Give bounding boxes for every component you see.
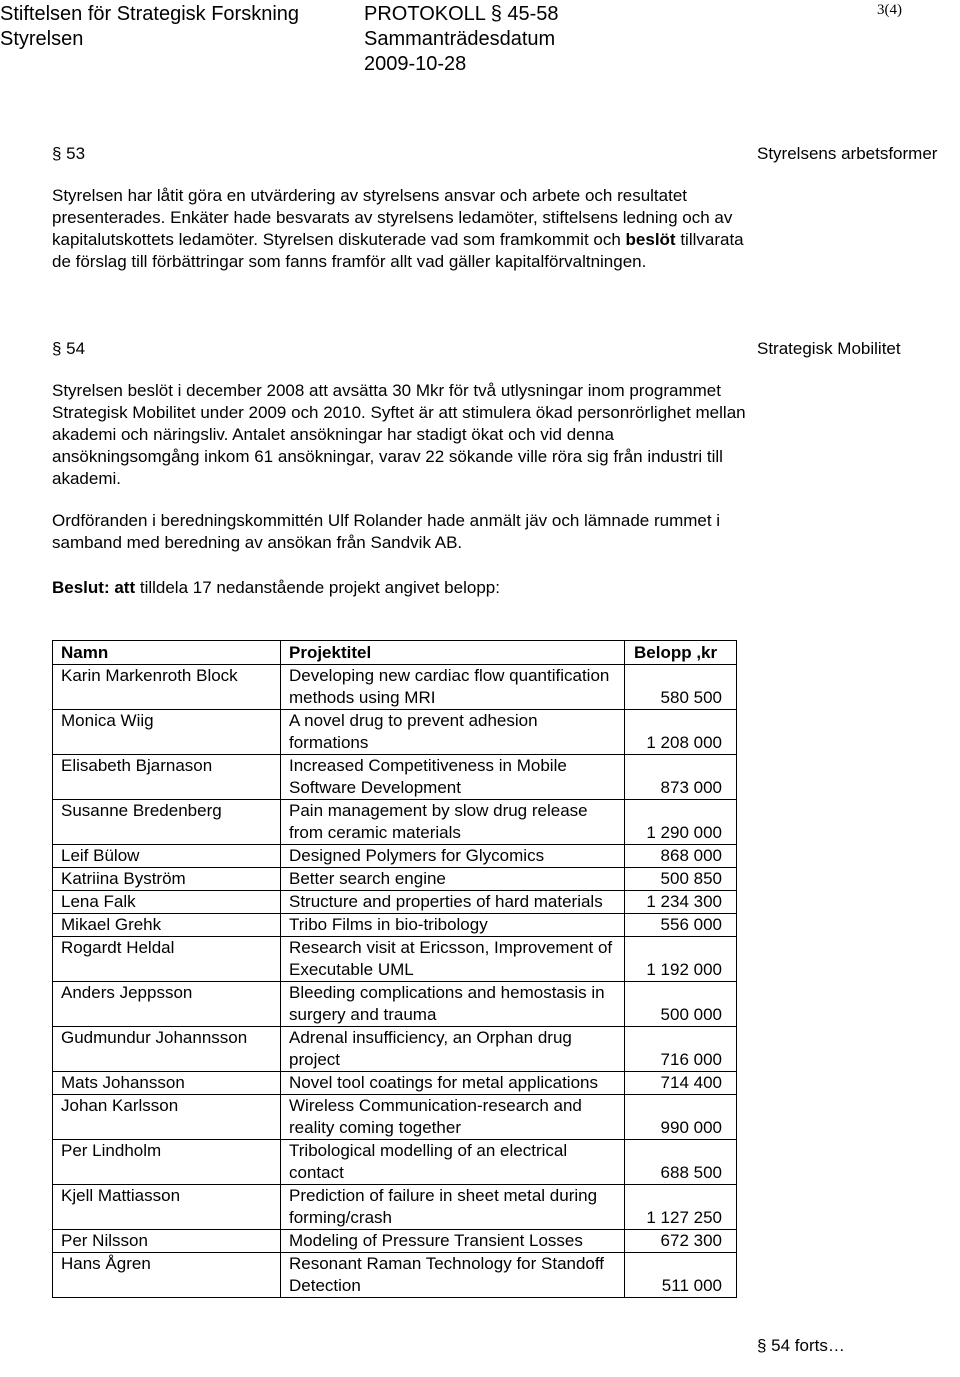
section-53-decision-word: beslöt bbox=[625, 230, 676, 249]
project-applicant: Gudmundur Johannsson bbox=[53, 1027, 281, 1072]
section-53-number: § 53 bbox=[52, 144, 86, 163]
project-title: Developing new cardiac flow quantification methods using MRI bbox=[281, 665, 625, 710]
table-row bbox=[53, 868, 737, 891]
project-title: Prediction of failure in sheet metal during forming/crash bbox=[281, 1185, 625, 1230]
project-applicant: Hans Ågren bbox=[53, 1253, 281, 1298]
section-54-number: § 54 bbox=[52, 339, 86, 358]
meeting-date: 2009-10-28 bbox=[364, 53, 467, 75]
project-title: Increased Competitiveness in Mobile Software Development bbox=[281, 755, 625, 800]
project-amount: 873 000 bbox=[625, 755, 737, 800]
project-title: Adrenal insufficiency, an Orphan drug project bbox=[281, 1027, 625, 1072]
project-amount: 1 127 250 bbox=[625, 1185, 737, 1230]
section-53-text-after: tillvarata de förslag till förbättringar som fanns framför allt vad gäller kapitalförvaltningen. bbox=[52, 230, 744, 271]
project-title: Tribo Films in bio-tribology bbox=[281, 914, 625, 937]
project-amount: 714 400 bbox=[625, 1072, 737, 1095]
project-amount: 1 290 000 bbox=[625, 800, 737, 845]
page-number: 3(4) bbox=[877, 2, 902, 18]
table-row bbox=[53, 800, 737, 845]
table-row bbox=[53, 891, 737, 914]
table-row bbox=[53, 1140, 737, 1185]
project-title: Bleeding complications and hemostasis in surgery and trauma bbox=[281, 982, 625, 1027]
decision-text: tilldela 17 nedanstående projekt angivet belopp: bbox=[135, 578, 500, 597]
project-amount: 580 500 bbox=[625, 665, 737, 710]
project-title: Modeling of Pressure Transient Losses bbox=[281, 1230, 625, 1253]
project-amount: 868 000 bbox=[625, 845, 737, 868]
project-title: A novel drug to prevent adhesion formations bbox=[281, 710, 625, 755]
table-row bbox=[53, 1072, 737, 1095]
table-row bbox=[53, 710, 737, 755]
date-label: Sammanträdesdatum bbox=[364, 28, 556, 50]
section-53-text-before: Styrelsen har låtit göra en utvärdering av styrelsens ansvar och arbete och resultatet presenterades. Enkäter hade besvarats av styrelsens ledamöter, stiftelsens ledning och av kapitalutskottets ledamöter. Styrelsen diskuterade vad som framkommit och bbox=[52, 186, 733, 249]
table-row bbox=[53, 1185, 737, 1230]
project-applicant: Per Nilsson bbox=[53, 1230, 281, 1253]
project-amount: 1 234 300 bbox=[625, 891, 737, 914]
document-type: PROTOKOLL § 45-58 bbox=[364, 3, 559, 25]
section-53-title: Styrelsens arbetsformer bbox=[757, 144, 938, 163]
header-amount: Belopp ,kr bbox=[625, 641, 737, 665]
project-title: Better search engine bbox=[281, 868, 625, 891]
project-table bbox=[52, 640, 737, 1298]
project-applicant: Katriina Byström bbox=[53, 868, 281, 891]
project-applicant: Rogardt Heldal bbox=[53, 937, 281, 982]
project-applicant: Anders Jeppsson bbox=[53, 982, 281, 1027]
project-amount: 511 000 bbox=[625, 1253, 737, 1298]
project-title: Designed Polymers for Glycomics bbox=[281, 845, 625, 868]
section-54-paragraph-2: Ordföranden i beredningskommittén Ulf Rolander hade anmält jäv och lämnade rummet i samband med beredning av ansökan från Sandvik AB. bbox=[52, 511, 721, 552]
table-row bbox=[53, 937, 737, 982]
table-header-row bbox=[53, 641, 737, 665]
project-applicant: Susanne Bredenberg bbox=[53, 800, 281, 845]
project-title: Pain management by slow drug release from ceramic materials bbox=[281, 800, 625, 845]
project-title: Tribological modelling of an electrical contact bbox=[281, 1140, 625, 1185]
project-applicant: Monica Wiig bbox=[53, 710, 281, 755]
project-applicant: Karin Markenroth Block bbox=[53, 665, 281, 710]
table-row bbox=[53, 982, 737, 1027]
section-54-title: Strategisk Mobilitet bbox=[757, 339, 901, 358]
project-amount: 990 000 bbox=[625, 1095, 737, 1140]
project-applicant: Kjell Mattiasson bbox=[53, 1185, 281, 1230]
table-row bbox=[53, 1253, 737, 1298]
table-row bbox=[53, 914, 737, 937]
project-amount: 556 000 bbox=[625, 914, 737, 937]
project-amount: 716 000 bbox=[625, 1027, 737, 1072]
project-applicant: Elisabeth Bjarnason bbox=[53, 755, 281, 800]
project-applicant: Leif Bülow bbox=[53, 845, 281, 868]
project-title: Research visit at Ericsson, Improvement of Executable UML bbox=[281, 937, 625, 982]
project-title: Wireless Communication-research and reality coming together bbox=[281, 1095, 625, 1140]
project-applicant: Per Lindholm bbox=[53, 1140, 281, 1185]
project-amount: 1 192 000 bbox=[625, 937, 737, 982]
project-title: Resonant Raman Technology for Standoff Detection bbox=[281, 1253, 625, 1298]
decision-label: Beslut: att bbox=[52, 578, 136, 597]
section-54-paragraph-1: Styrelsen beslöt i december 2008 att avsätta 30 Mkr för två utlysningar inom programmet Strategisk Mobilitet under 2009 och 2010. Syftet är att stimulera ökad personrörlighet mellan akademi och näringsliv. Antalet ansökningar har stadigt ökat och vid denna ansökningsomgång inkom 61 ansökningar, varav 22 sökande ville röra sig från industri till akademi. bbox=[52, 381, 746, 488]
project-title: Structure and properties of hard materials bbox=[281, 891, 625, 914]
org-name: Stiftelsen för Strategisk Forskning bbox=[0, 3, 300, 25]
header-name: Namn bbox=[53, 641, 281, 665]
project-amount: 672 300 bbox=[625, 1230, 737, 1253]
header-title: Projektitel bbox=[281, 641, 625, 665]
project-table-body bbox=[53, 665, 737, 1298]
project-amount: 688 500 bbox=[625, 1140, 737, 1185]
project-applicant: Johan Karlsson bbox=[53, 1095, 281, 1140]
project-applicant: Mikael Grehk bbox=[53, 914, 281, 937]
project-title: Novel tool coatings for metal applications bbox=[281, 1072, 625, 1095]
body-name: Styrelsen bbox=[0, 28, 84, 50]
project-amount: 500 850 bbox=[625, 868, 737, 891]
table-row bbox=[53, 1230, 737, 1253]
table-row bbox=[53, 665, 737, 710]
table-row bbox=[53, 845, 737, 868]
table-row bbox=[53, 1095, 737, 1140]
section-54-continued: § 54 forts… bbox=[757, 1336, 845, 1355]
project-applicant: Lena Falk bbox=[53, 891, 281, 914]
project-applicant: Mats Johansson bbox=[53, 1072, 281, 1095]
project-amount: 500 000 bbox=[625, 982, 737, 1027]
section-53-text bbox=[52, 185, 752, 273]
project-amount: 1 208 000 bbox=[625, 710, 737, 755]
section-54-decision bbox=[52, 577, 752, 599]
table-row bbox=[53, 1027, 737, 1072]
table-row bbox=[53, 755, 737, 800]
